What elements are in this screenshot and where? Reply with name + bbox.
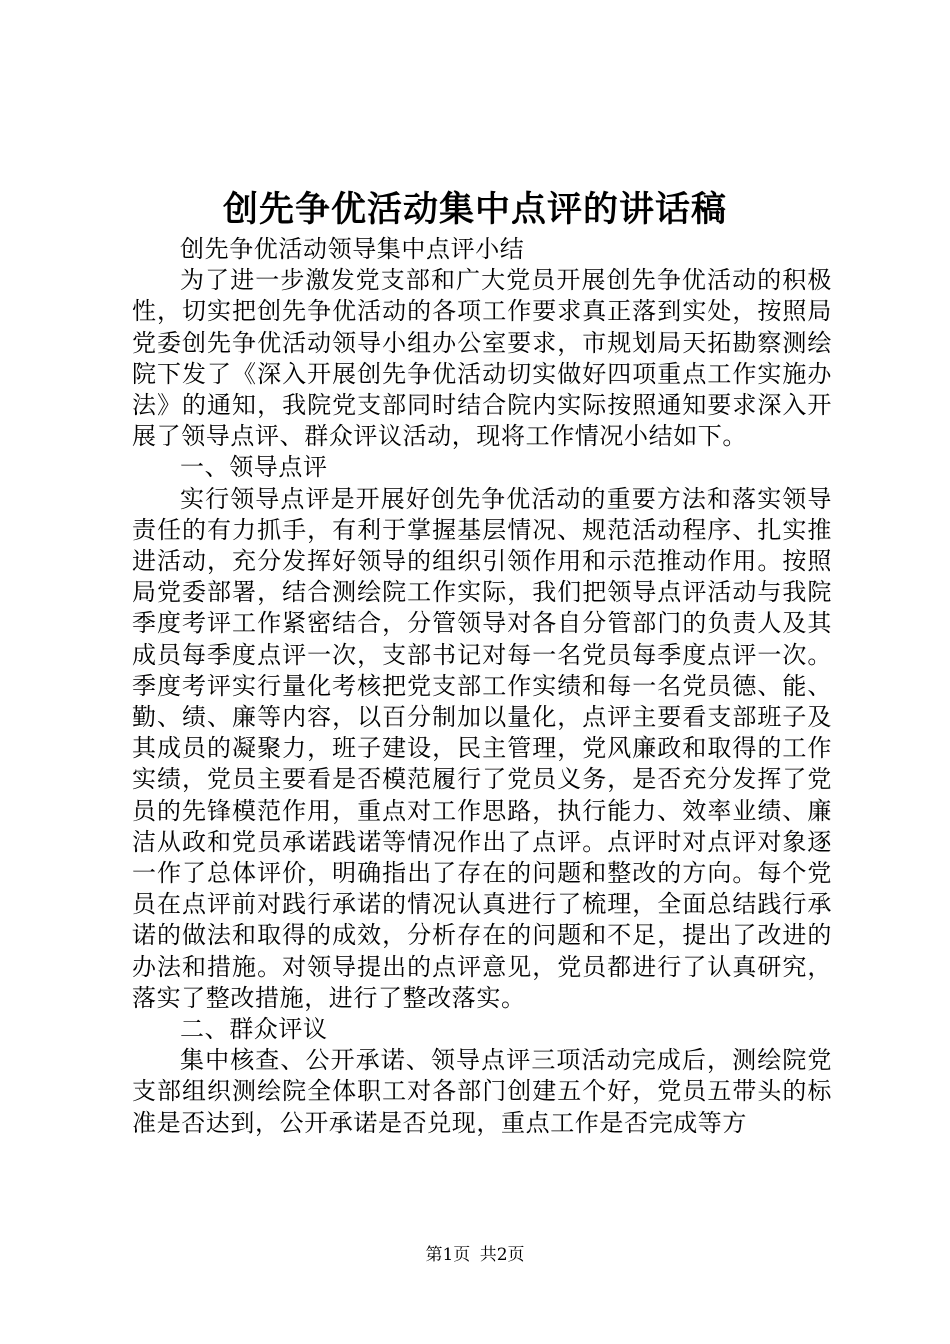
document-title: 创先争优活动集中点评的讲话稿 <box>222 189 727 230</box>
document-body <box>132 234 832 1139</box>
section-heading-2: 二、群众评议 <box>180 1015 328 1044</box>
section-heading-1: 一、领导点评 <box>180 453 328 482</box>
paragraph-intro: 为了进一步激发党支部和广大党员开展创先争优活动的积极性，切实把创先争优活动的各项工作要求真正落到实处，按照局党委创先争优活动领导小组办公室要求，市规划局天拓勘察测绘院下发了《深入开展创先争优活动切实做好四项重点工作实施办法》的通知，我院党支部同时结合院内实际按照通知要求深入开展了领导点评、群众评议活动，现将工作情况小结如下。 <box>132 266 832 451</box>
paragraph-public-review: 集中核查、公开承诺、领导点评三项活动完成后，测绘院党支部组织测绘院全体职工对各部门创建五个好，党员五带头的标准是否达到，公开承诺是否兑现，重点工作是否完成等方 <box>132 1046 832 1137</box>
page-number: 第1页 共2页 <box>425 1245 525 1265</box>
paragraph-leader-review: 实行领导点评是开展好创先争优活动的重要方法和落实领导责任的有力抓手，有利于掌握基层情况、规范活动程序、扎实推进活动，充分发挥好领导的组织引领作用和示范推动作用。按照局党委部署，结合测绘院工作实际，我们把领导点评活动与我院季度考评工作紧密结合，分管领导对各自分管部门的负责人及其成员每季度点评一次，支部书记对每一名党员每季度点评一次。季度考评实行量化考核把党支部工作实绩和每一名党员德、能、勤、绩、廉等内容，以百分制加以量化，点评主要看支部班子及其成员的凝聚力，班子建设，民主管理，党风廉政和取得的工作实绩，党员主要看是否模范履行了党员义务，是否充分发挥了党员的先锋模范作用，重点对工作思路，执行能力、效率业绩、廉洁从政和党员承诺践诺等情况作出了点评。点评时对点评对象逐一作了总体评价，明确指出了存在的问题和整改的方向。每个党员在点评前对践行承诺的情况认真进行了梳理，全面总结践行承诺的做法和取得的成效，分析存在的问题和不足，提出了改进的办法和措施。对领导提出的点评意见，党员都进行了认真研究，落实了整改措施，进行了整改落实。 <box>132 484 832 1012</box>
document-subtitle: 创先争优活动领导集中点评小结 <box>180 235 525 263</box>
